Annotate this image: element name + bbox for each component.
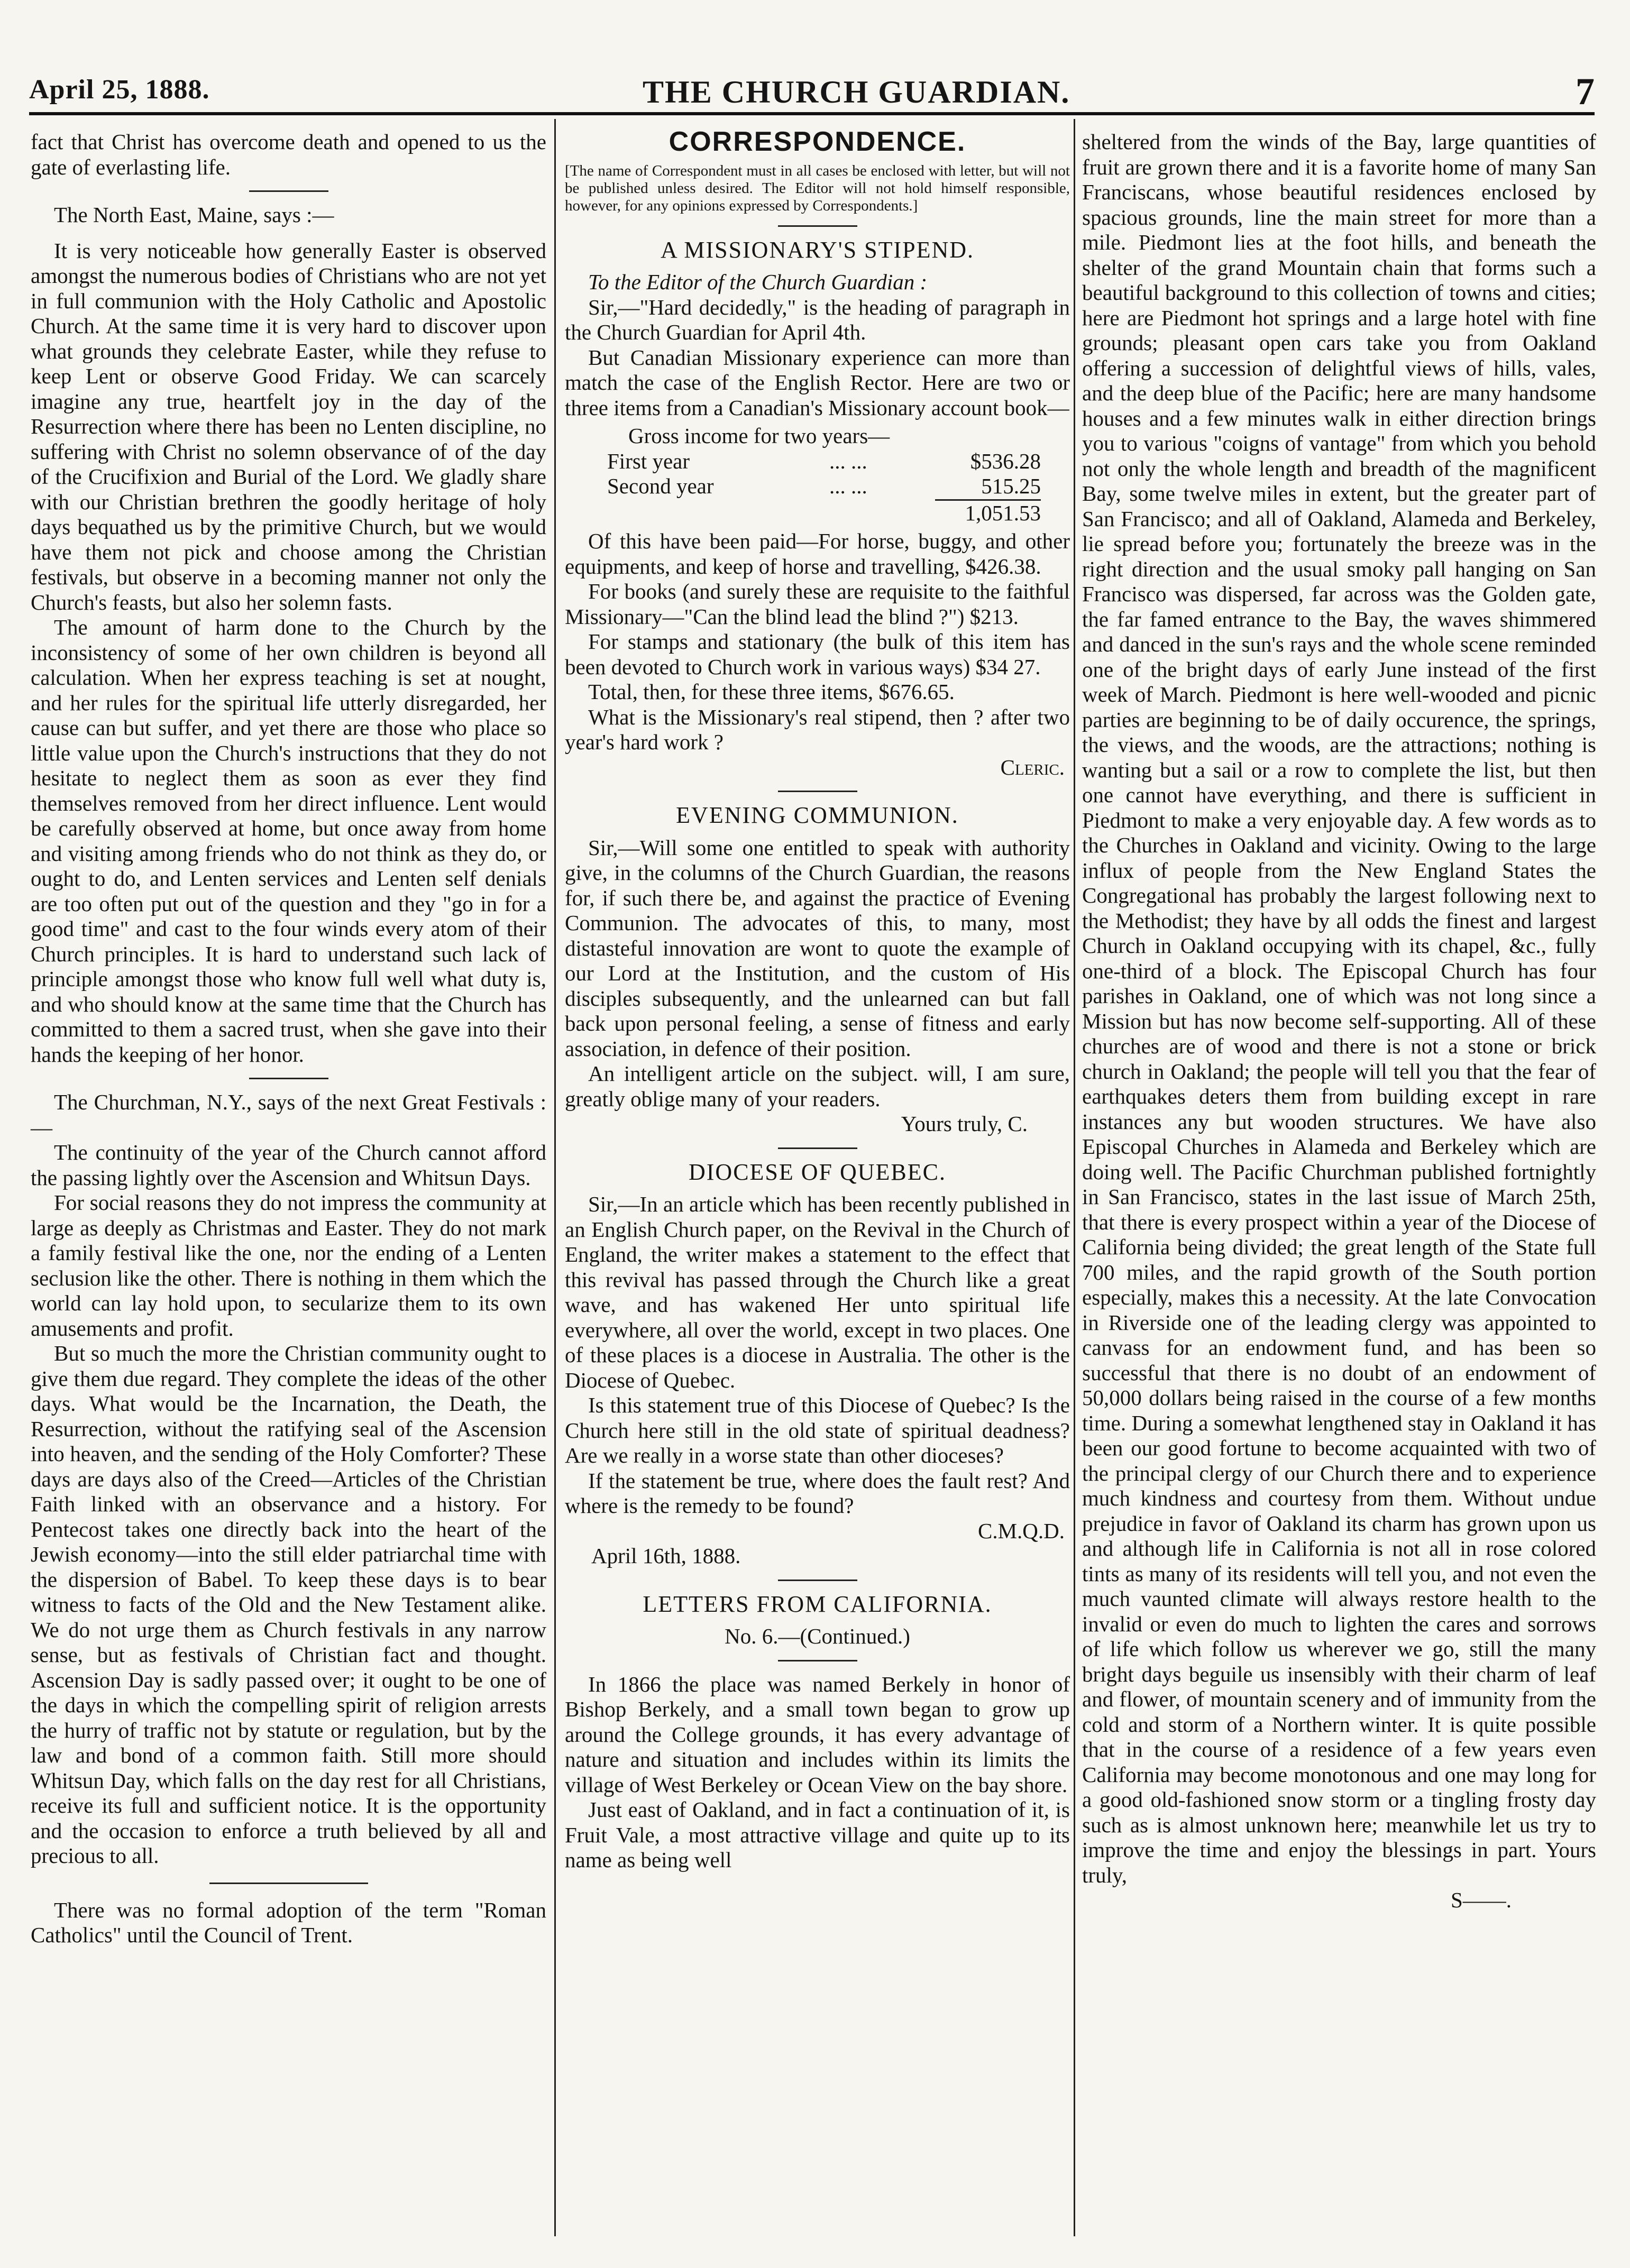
paragraph: Sir,—"Hard decidedly," is the heading of paragraph in the Church Guardian for April 4th. (565, 295, 1070, 344)
account-label: Second year (607, 474, 714, 498)
paragraph: The continuity of the year of the Church cannot afford the passing lightly over the Ascension and Whitsun Days. (31, 1140, 546, 1190)
paragraph: But Canadian Missionary experience can more than match the case of the English Rector. Here are two or three items from a Canadian's Missionary account book— (565, 345, 1070, 420)
separator (778, 1147, 857, 1149)
masthead-rule (29, 112, 1595, 115)
signature: Cleric. (1000, 755, 1065, 779)
account-dots: ... ... (829, 448, 867, 473)
separator (209, 1883, 368, 1884)
account-value: $536.28 (970, 448, 1041, 473)
column-middle (565, 126, 1070, 1873)
paragraph: If the statement be true, where does the fault rest? And where is the remedy to be found? (565, 1468, 1070, 1518)
paragraph: It is very noticeable how generally Easter is observed amongst the numerous bodies of Christians who are not yet in full communion with the Holy Catholic and Apostolic Church. At the same time it is very hard to discover upon what grounds they celebrate Easter, while they refuse to keep Lent or observe Good Friday. We can scarcely imagine any true, heartfelt joy in the day of the Resurrection where there has been no Lenten discipline, no suffering with Christ no solemn observance of of the day of the Crucifixion and Burial of the Lord. We gladly share with our Christian brethren the goodly heritage of holy days bequathed us by the primitive Church, but we would have them not pick and choose among the Christian festivals, but observe in a becoming manner not only the Church's feasts, but also her solemn fasts. (31, 238, 546, 614)
separator (249, 1078, 328, 1079)
section-title: CORRESPONDENCE. (669, 126, 966, 157)
dateline: April 16th, 1888. (591, 1544, 741, 1568)
account-heading: Gross income for two years— (628, 424, 890, 448)
separator (778, 1660, 857, 1661)
signature: Yours truly, C. (901, 1112, 1028, 1136)
paragraph: Sir,—Will some one entitled to speak with authority give, in the columns of the Church Guardian, the reasons for, if such there be, and against the practice of Evening Communion. The advocates of this, to many, most distasteful innovation are wont to quote the example of our Lord at the Institution, and the custom of His disciples subsequently, and the unlearned can but fall back upon personal feeling, a sense of fitness and early association, in defence of their position. (565, 835, 1070, 1061)
column-divider (1074, 119, 1075, 2236)
paragraph: There was no formal adoption of the term "Roman Catholics" until the Council of Trent. (31, 1897, 546, 1947)
quote-intro: The North East, Maine, says :— (54, 203, 334, 227)
signature: C.M.Q.D. (977, 1518, 1065, 1543)
account-total: 1,051.53 (935, 499, 1041, 526)
article-title: DIOCESE OF QUEBEC. (688, 1159, 947, 1185)
account-value: 515.25 (981, 474, 1041, 498)
separator (778, 225, 857, 227)
paragraph: sheltered from the winds of the Bay, large quantities of fruit are grown there and it is a favorite home of many San Franciscans, whose beautiful residences enclosed by spacious grounds, line the main street for more than a mile. Piedmont lies at the foot hills, and beneath the shelter of the grand Mountain chain that forms such a beautiful background to this collection of towns and cities; here are Piedmont hot springs and a large hotel with fine grounds; pleasant open cars take you from Oakland offering a succession of delightful views of hills, vales, and the deep blue of the Pacific; here are many handsome houses and a few minutes walk in either direction brings you to various "coigns of vantage" from which you behold not only the whole length and breadth of the magnificent Bay, some twelve miles in extent, but the greater part of San Francisco; and all of Oakland, Alameda and Berkeley, lie spread before you; fortunately the breeze was in the right direction and the usual smoky pall hanging on San Francisco was dispersed, far across was the Golden gate, the far famed entrance to the Bay, the waves shimmered and danced in the sun's rays and the whole scene reminded one of the bright days of early June instead of the first week of March. Piedmont is here well-wooded and picnic parties are beginning to be of daily occurence, the springs, the views, and the woods, are the attractions; nothing is wanting but a sail or a row to complete the list, but then one cannot have everything, and there is sufficient in Piedmont to make a very enjoyable day. A few words as to the Churches in Oakland and vicinity. Owing to the large influx of people from the New England States the Congregational has probably the largest following next to the Methodist; they have by all odds the finest and largest Church in Oakland occupying with its chapel, &c., fully one-third of a block. The Episcopal Church has four parishes in Oakland, one of which was not long since a Mission but has now become self-supporting. All of these churches are of wood and there is not a stone or brick church in Oakland; the people will tell you that the fear of earthquakes deters them from building except in rare instances any but wooden structures. We have also Episcopal Churches in Alameda and Berkeley which are doing well. The Pacific Churchman published fortnightly in San Francisco, states in the last issue of March 25th, that there is every prospect within a year of the Diocese of California being divided; the great length of the State full 700 miles, and the rapid growth of the South portion especially, makes this a necessity. At the late Convocation in Riverside one of the leading clergy was appointed to canvass for an endowment fund, and has been so successful that there is no doubt of an endowment of 50,000 dollars being raised in the course of a few months time. During a somewhat lengthened stay in Oakland it has been our good fortune to become acquainted with two of the principal clergy of our Church there and to experience much kindness and courtesy from them. Without undue prejudice in favor of Oakland its charm has grown upon us and although life in California is not all in rose colored tints as many of its residents will tell you, and not even the much vaunted climate will always restore health to the invalid or even do much to lighten the cares and sorrows of life which follow us wherever we go, still the many bright days beguile us insensibly with their charm of leaf and flower, of mountain scenery and of immunity from the cold and storm of a Northern winter. It is quite possible that in the course of a residence of a few years even California may become monotonous and one may long for a good old-fashioned snow storm or a tingling frosty day such as is almost unknown here; meanwhile let us try to improve the time and enjoy the blessings in part. Yours truly, (1082, 130, 1596, 1887)
newspaper-title: THE CHURCH GUARDIAN. (643, 75, 1070, 109)
paragraph: For books (and surely these are requisite to the faithful Missionary—"Can the blind lead the blind ?") $213. (565, 579, 1070, 629)
paragraph: An intelligent article on the subject. will, I am sure, greatly oblige many of your readers. (565, 1061, 1070, 1111)
masthead (29, 11, 1595, 113)
paragraph: But so much the more the Christian community ought to give them due regard. They complete the ideas of the other days. What would be the Incarnation, the Death, the Resurrection, without the ratifying seal of the Ascension into heaven, and the sending of the Holy Comforter? These days are days also of the Creed—Articles of the Christian Faith linked with an observance and a history. For Pentecost takes one directly back into the heart of the Jewish economy—into the still elder patriarchal time with the dispersion of Babel. To keep these days is to bear witness to facts of the Old and the New Testament alike. We do not urge them as Church festivals in any narrow sense, but as festivals of Christian fact and thought. Ascension Day is sadly passed over; it ought to be one of the days in which the compelling spirit of religion arrests the hurry of traffic not by statute or regulation, but by the law and bond of a common faith. Still more should Whitsun Day, which falls on the day rest for all Christians, receive its full and sufficient notice. It is the opportunity and the occasion to enforce a truth believed by all and precious to all. (31, 1341, 546, 1868)
paragraph: The amount of harm done to the Church by the inconsistency of some of her own children is beyond all calculation. When her express teaching is set at nought, and her rules for the spiritual life utterly disregarded, her cause can but suffer, and yet there are those who place so little value upon the Church's instructions that they do not hesitate to neglect them as soon as ever they find themselves removed from her direct influence. Lent would be carefully observed at home, but once away from home and visiting among friends who do not think as they do, or ought to do, and Lenten services and Lenten self denials are too often put out of the question and they "go in for a good time" and cast to the four winds every atom of their Church principles. It is hard to understand such lack of principle amongst those who know full well what duty is, and who should know at the same time that the Church has committed to them a sacred trust, when she gave into their hands the keeping of her honor. (31, 615, 546, 1067)
signature: S——. (1450, 1888, 1512, 1912)
account-table (607, 424, 1070, 526)
article-title: EVENING COMMUNION. (676, 802, 959, 828)
separator (778, 1580, 857, 1581)
account-row (607, 449, 1041, 474)
paragraph: fact that Christ has overcome death and opened to us the gate of everlasting life. (31, 130, 546, 179)
quote-intro: The Churchman, N.Y., says of the next Great Festivals :— (31, 1090, 546, 1140)
editor-note: [The name of Correspondent must in all cases be enclosed with letter, but will not be published unless desired. The Editor will not hold himself responsible, however, for any opinions expressed by Correspondents.] (565, 162, 1070, 214)
column-left (31, 130, 546, 1948)
article-title: A MISSIONARY'S STIPEND. (660, 236, 975, 263)
issue-date: April 25, 1888. (29, 75, 210, 105)
paragraph: What is the Missionary's real stipend, then ? after two year's hard work ? (565, 704, 1070, 754)
paragraph: In 1866 the place was named Berkely in honor of Bishop Berkely, and a small town began to grow up around the College grounds, it has every advantage of nature and situation and includes within its limits the village of West Berkeley or Ocean View on the bay shore. (565, 1672, 1070, 1797)
paragraph: For stamps and stationary (the bulk of this item has been devoted to Church work in various ways) $34 27. (565, 629, 1070, 679)
paragraph: For social reasons they do not impress the community at large as deeply as Christmas and Easter. They do not mark a family festival like the one, nor the ending of a Lenten seclusion like the other. There is nothing in them which the world can lay hold upon, to secularize them to its own amusements and profit. (31, 1190, 546, 1340)
paragraph: Just east of Oakland, and in fact a continuation of it, is Fruit Vale, a most attractive village and quite up to its name as being well (565, 1797, 1070, 1872)
column-right (1082, 130, 1596, 1913)
paragraph: Sir,—In an article which has been recently published in an English Church paper, on the Revival in the Church of England, the writer makes a statement to the effect that this revival has passed through the Church like a great wave, and has wakened Her unto spiritual life everywhere, all over the world, except in two places. One of these places is a diocese in Australia. The other is the Diocese of Quebec. (565, 1192, 1070, 1392)
column-divider (554, 119, 556, 2236)
article-title: LETTERS FROM CALIFORNIA. (643, 1591, 992, 1617)
paragraph: Of this have been paid—For horse, buggy, and other equipments, and keep of horse and travelling, $426.38. (565, 529, 1070, 579)
separator (249, 190, 328, 192)
article-subtitle: No. 6.—(Continued.) (725, 1624, 910, 1648)
salutation: To the Editor of the Church Guardian : (588, 270, 928, 294)
separator (778, 791, 857, 792)
paragraph: Is this statement true of this Diocese of Quebec? Is the Church here still in the old state of spiritual deadness? Are we really in a worse state than other dioceses? (565, 1393, 1070, 1467)
page-number: 7 (1576, 70, 1595, 113)
account-label: First year (607, 448, 690, 473)
paragraph: Total, then, for these three items, $676.65. (588, 680, 955, 704)
account-dots: ... ... (829, 474, 867, 498)
account-row (607, 474, 1041, 499)
